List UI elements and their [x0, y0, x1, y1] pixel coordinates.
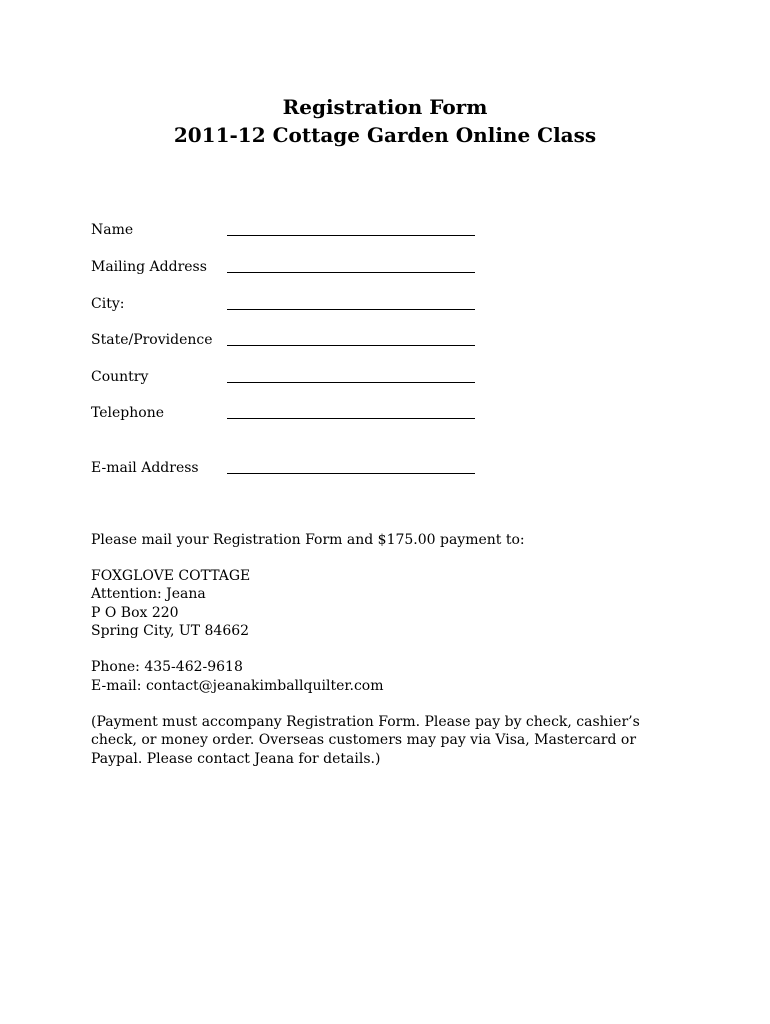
mailing-address-row — [91, 258, 491, 278]
country-label: Country — [91, 369, 149, 385]
state-row — [91, 331, 491, 351]
mail-instructions: Please mail your Registration Form and $175.00 payment to: — [91, 532, 525, 548]
name-row — [91, 221, 491, 241]
city-row — [91, 295, 491, 315]
telephone-row — [91, 404, 491, 424]
contact-phone: Phone: 435-462-9618 — [91, 659, 243, 675]
email-label: E-mail Address — [91, 460, 199, 476]
name-label: Name — [91, 222, 134, 238]
telephone-label: Telephone — [91, 405, 165, 421]
telephone-input[interactable] — [227, 418, 475, 419]
city-input[interactable] — [227, 309, 475, 310]
email-row — [91, 459, 491, 479]
city-label: City: — [91, 296, 125, 312]
payment-note: (Payment must accompany Registration Form. Please pay by check, cashier’s check, or money order. Overseas customers may pay via Visa, Mastercard or Paypal. Please contact Jeana for details.) — [91, 714, 640, 767]
email-input[interactable] — [227, 473, 475, 474]
country-input[interactable] — [227, 382, 475, 383]
state-input[interactable] — [227, 345, 475, 346]
form-title: Registration Form — [282, 95, 488, 119]
mailing-address-input[interactable] — [227, 272, 475, 273]
mailing-address-label: Mailing Address — [91, 259, 207, 275]
state-label: State/Providence — [91, 332, 213, 348]
country-row — [91, 368, 491, 388]
address-city-line: Spring City, UT 84662 — [91, 623, 250, 639]
contact-email: E-mail: contact@jeanakimballquilter.com — [91, 678, 384, 694]
address-name: FOXGLOVE COTTAGE — [91, 568, 251, 584]
address-attention: Attention: Jeana — [91, 586, 206, 602]
name-input[interactable] — [227, 235, 475, 236]
address-po-box: P O Box 220 — [91, 605, 179, 621]
form-subtitle: 2011-12 Cottage Garden Online Class — [173, 123, 597, 147]
